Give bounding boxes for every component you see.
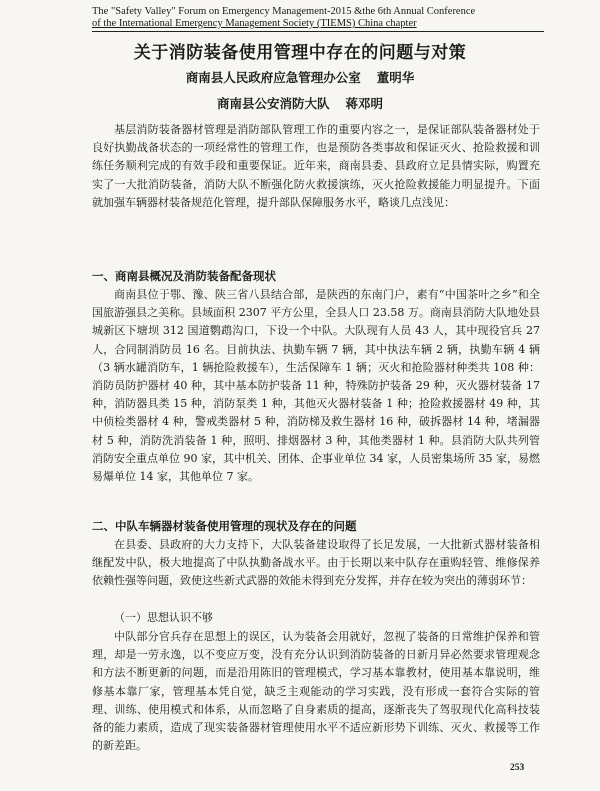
author-line-2 [0,95,600,113]
author-org: 商南县公安消防大队 [216,96,330,111]
header-rule [92,31,544,32]
section1-heading: 一、商南县概况及消防装备配备现状 [92,269,276,283]
author-line-1 [0,69,600,87]
page-number: 253 [510,763,525,773]
intro-paragraph: 基层消防装备器材管理是消防部队管理工作的重要内容之一，是保证部队装备器材处于良好执勤战备状态的一项经常性的管理工作，也是预防各类事故和保证灭火、抢险救援和训练任务顺利完成的有效手段和重要保证。近年来，商南县委、县政府立足县情实际，购置充实了一大批消防装备，消防大队不断强化防火救援演练，灭火抢险救援能力明显提升。下面就加强车辆器材装备规范化管理，提升部队保障服务水平，略谈几点浅见： [92,123,540,209]
running-header-line2: of the International Emergency Management Society (TIEMS) China chapter [92,18,417,29]
author-name: 蒋邓明 [345,96,384,111]
subsection-paragraph: 中队部分官兵存在思想上的误区，认为装备会用就好，忽视了装备的日常维护保养和管理，却是一劳永逸，以不变应万变，没有充分认识到消防装备的日新月异必然要求管理观念和方法不断更新的问题，而是沿用陈旧的管理模式，学习基本靠教材，使用基本靠说明，维修基本靠厂家，管理基本凭自觉，缺乏主观能动的学习实践，没有形成一套符合实际的管理、训练、使用模式和体系，从而忽略了自身素质的提高，逐渐丧失了驾驭现代化高科技装备的能力素质，造成了现实装备器材管理使用水平不适应新形势下训练、灭火、救援等工作的新差距。 [92,630,540,753]
author-name: 董明华 [376,70,415,85]
section1-paragraph: 商南县位于鄂、豫、陕三省八县结合部，是陕西的东南门户，素有“中国茶叶之乡”和全国旅游强县之美称。县域面积 2307 平方公里，全县人口 23.58 万。商南县消防大队地处县城新区下塘坝 312 国道鹦鹉沟口，下设一个中队。大队现有人员 43 人，其中现役官兵 27 人，合同制消防员 16 名。目前执法、执勤车辆 7 辆，其中执法车辆 2 辆，执勤车辆 4 辆（3 辆水罐消防车，1 辆抢险救援车），生活保障车 1 辆；灭火和抢险器材种类共 108 种：消防员防护器材 40 种，其中基本防护装备 11 种，特殊防护装备 29 种，灭火器材装备 17 种，消防器具类 15 种，消防泵类 1 种，其他灭火器材装备 1 种；抢险救援器材 49 种，其中侦检类器材 4 种，警戒类器材 5 种，消防梯及救生器材 16 种，破拆器材 14 种，堵漏器材 5 种，消防洗消装备 1 种，照明、排烟器材 3 种，其他类器材 1 种。县消防大队共列管消防安全重点单位 90 家，其中机关、团体、企事业单位 34 家，人员密集场所 35 家，易燃易爆单位 14 家，其他单位 7 家。 [92,288,540,484]
running-header-line1: The "Safety Valley" Forum on Emergency Management-2015 &the 6th Annual Conference [92,6,476,17]
section2-paragraph: 在县委、县政府的大力支持下，大队装备建设取得了长足发展，一大批新式器材装备相继配发中队，极大地提高了中队执勤备战水平。由于长期以来中队存在重购轻管、维修保养依赖性强等问题，致使这些新式武器的效能未得到充分发挥，并存在较为突出的薄弱环节： [92,538,540,588]
author-org: 商南县人民政府应急管理办公室 [185,70,361,85]
subsection-heading: （一）思想认识不够 [114,611,213,624]
section2-heading: 二、中队车辆器材装备使用管理的现状及存在的问题 [92,519,357,533]
paper-title: 关于消防装备使用管理中存在的问题与对策 [133,43,467,63]
